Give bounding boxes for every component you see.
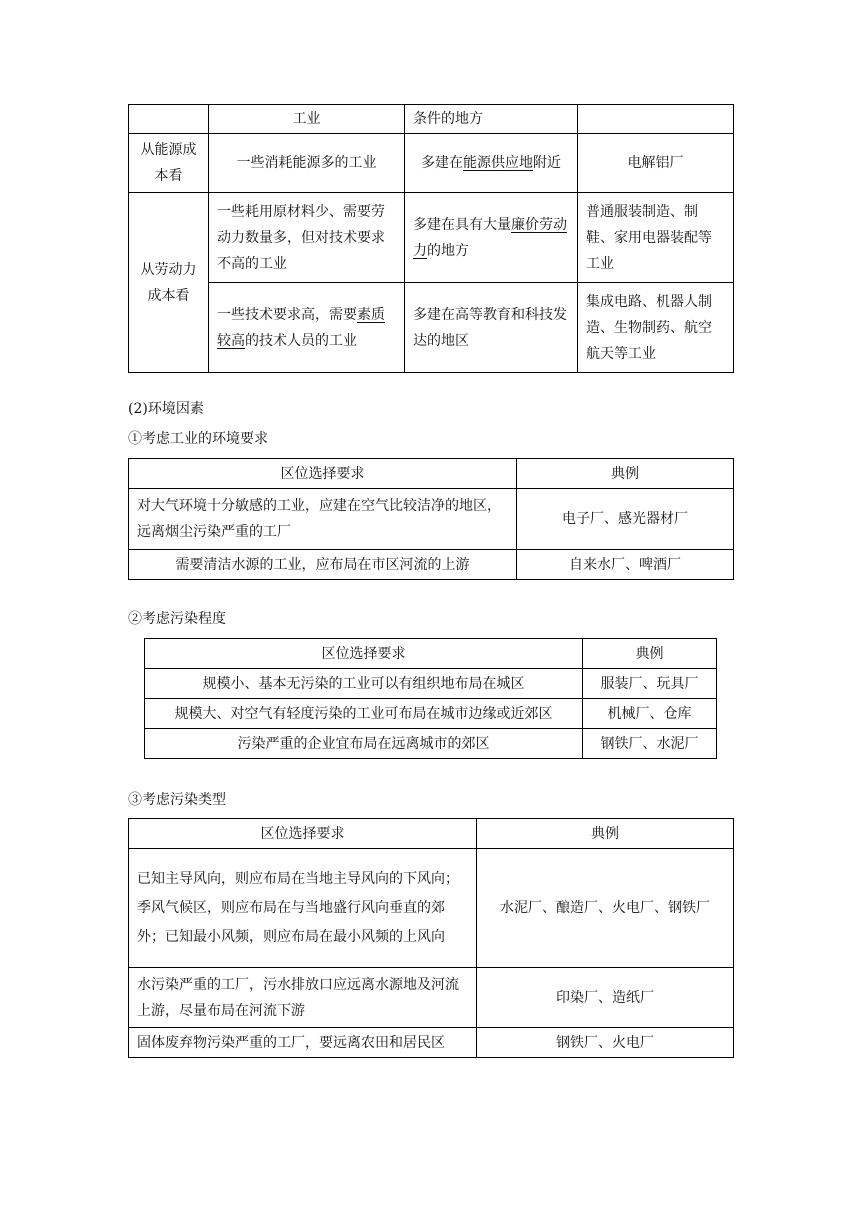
table-cell: 污染严重的企业宜布局在远离城市的郊区 (145, 729, 583, 759)
table-row (145, 639, 717, 669)
table-cell: 普通服装制造、制鞋、家用电器装配等工业 (578, 193, 734, 283)
table-row (129, 283, 734, 373)
table-row (129, 1028, 734, 1058)
table-cell: 规模小、基本无污染的工业可以有组织地布局在城区 (145, 669, 583, 699)
pollution-type-table (128, 818, 734, 1058)
table-cell: 工业 (209, 105, 405, 134)
table-cell: 多建在具有大量廉价劳动力的地方 (405, 193, 578, 283)
header-cell: 区位选择要求 (129, 819, 477, 849)
table-cell: 电子厂、感光器材厂 (517, 489, 734, 550)
table-cell: 一些消耗能源多的工业 (209, 134, 405, 193)
table-cell: 水污染严重的工厂，污水排放口应远离水源地及河流上游，尽量布局在河流下游 (129, 968, 477, 1028)
table-row (129, 489, 734, 550)
header-cell: 典例 (517, 459, 734, 489)
industry-location-table (128, 104, 734, 373)
table-row (129, 459, 734, 489)
table-cell: 钢铁厂、水泥厂 (583, 729, 717, 759)
table-cell: 一些耗用原材料少、需要劳动力数量多，但对技术要求不高的工业 (209, 193, 405, 283)
table-cell: 电解铝厂 (578, 134, 734, 193)
table-cell: 条件的地方 (405, 105, 578, 134)
table-cell: 需要清洁水源的工业，应布局在市区河流的上游 (129, 550, 517, 580)
table-cell: 多建在高等教育和科技发达的地区 (405, 283, 578, 373)
table-cell: 自来水厂、啤酒厂 (517, 550, 734, 580)
header-cell: 典例 (583, 639, 717, 669)
table-cell (129, 105, 209, 134)
table-cell: 服装厂、玩具厂 (583, 669, 717, 699)
table-row (145, 699, 717, 729)
table-cell: 多建在能源供应地附近 (405, 134, 578, 193)
table-cell: 固体废弃物污染严重的工厂，要远离农田和居民区 (129, 1028, 477, 1058)
header-cell: 区位选择要求 (129, 459, 517, 489)
table-cell: 印染厂、造纸厂 (477, 968, 734, 1028)
table-row (129, 819, 734, 849)
table-cell: 水泥厂、酿造厂、火电厂、钢铁厂 (477, 849, 734, 968)
table-cell: 机械厂、仓库 (583, 699, 717, 729)
table-row (129, 849, 734, 968)
row-label: 从劳动力成本看 (129, 193, 209, 373)
row-label: 从能源成本看 (129, 134, 209, 193)
table-row (129, 105, 734, 134)
environment-requirement-table (128, 458, 734, 580)
table-cell: 对大气环境十分敏感的工业，应建在空气比较洁净的地区，远离烟尘污染严重的工厂 (129, 489, 517, 550)
table-cell (578, 105, 734, 134)
table-row (129, 968, 734, 1028)
sub-title-pollution-degree: ②考虑污染程度 (128, 611, 226, 627)
table-row (129, 134, 734, 193)
table-row (145, 729, 717, 759)
table-cell: 已知主导风向，则应布局在当地主导风向的下风向；季风气候区，则应布局在与当地盛行风向垂直的郊外；已知最小风频，则应布局在最小风频的上风向 (129, 849, 477, 968)
header-cell: 区位选择要求 (145, 639, 583, 669)
table-cell: 集成电路、机器人制造、生物制药、航空航天等工业 (578, 283, 734, 373)
section-title: (2)环境因素 (128, 401, 204, 417)
table-row (129, 193, 734, 283)
sub-title-pollution-type: ③考虑污染类型 (128, 792, 226, 808)
table-row (145, 669, 717, 699)
table-cell: 钢铁厂、火电厂 (477, 1028, 734, 1058)
table-cell: 一些技术要求高，需要素质较高的技术人员的工业 (209, 283, 405, 373)
table-cell: 规模大、对空气有轻度污染的工业可布局在城市边缘或近郊区 (145, 699, 583, 729)
table-row (129, 550, 734, 580)
header-cell: 典例 (477, 819, 734, 849)
pollution-degree-table (144, 638, 717, 759)
sub-title-environment: ①考虑工业的环境要求 (128, 431, 268, 447)
